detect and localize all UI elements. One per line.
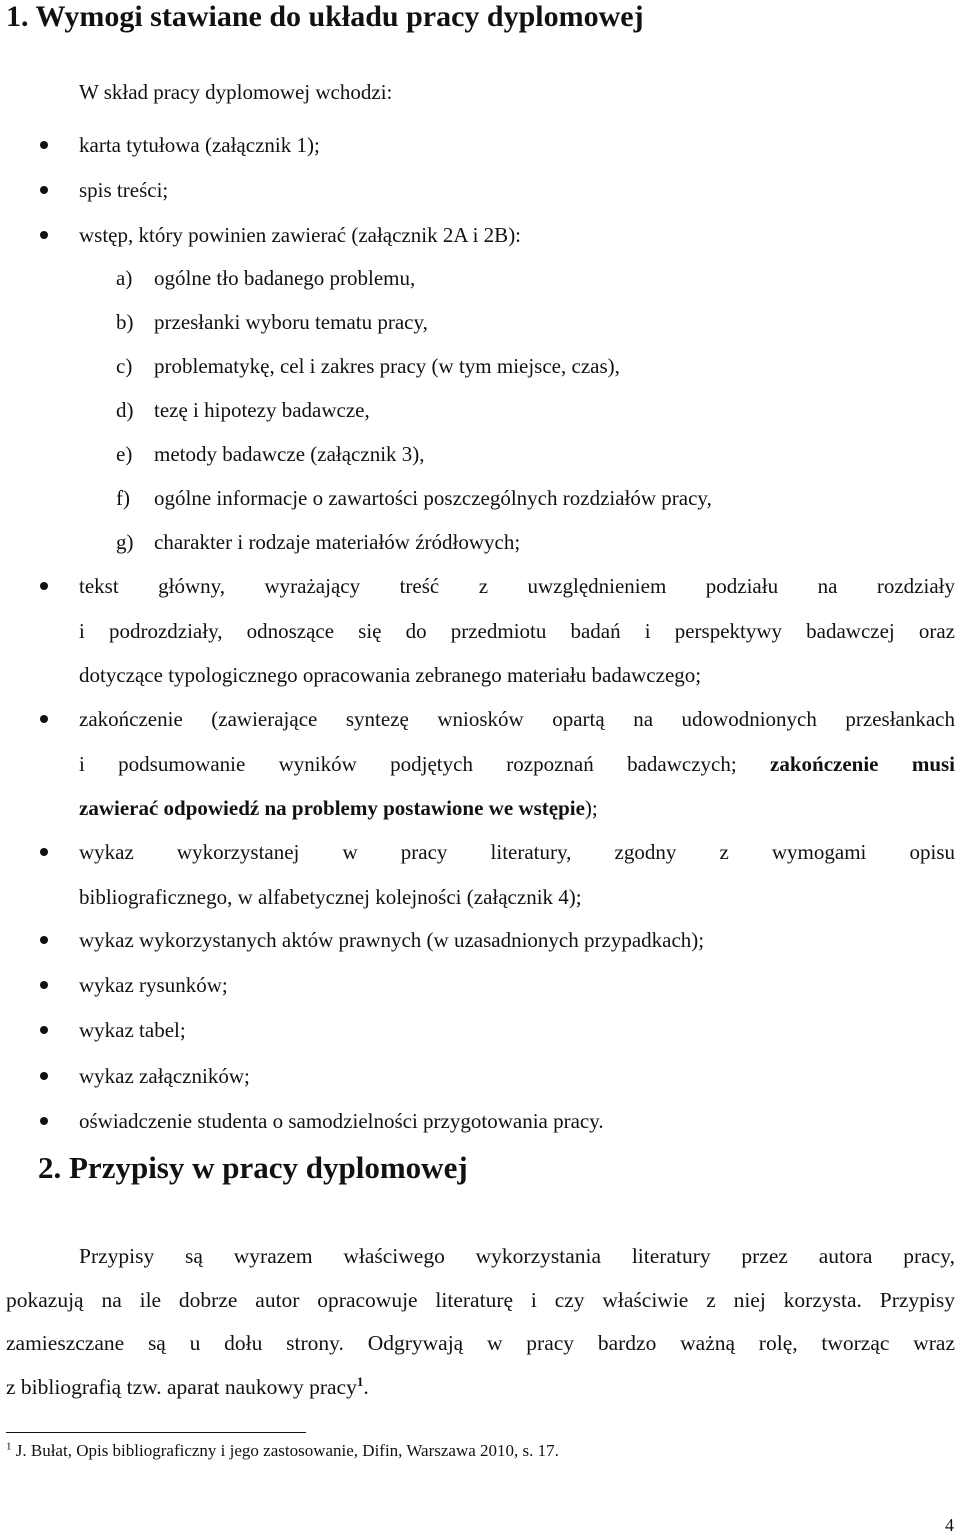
page-number: 4 bbox=[945, 1515, 954, 1535]
footnote-separator bbox=[6, 1432, 306, 1433]
list-item: oświadczenie studenta o samodzielności przygotowania pracy. bbox=[79, 1109, 604, 1133]
list-item: wykaz załączników; bbox=[79, 1064, 250, 1088]
sub-item-text: tezę i hipotezy badawcze, bbox=[154, 398, 370, 422]
footnotes-paragraph bbox=[6, 1235, 955, 1409]
intro-text: W skład pracy dyplomowej wchodzi: bbox=[79, 80, 393, 104]
sub-item-marker: f) bbox=[116, 486, 130, 510]
main-text-line-3: dotyczące typologicznego opracowania zebranego materiału badawczego; bbox=[79, 663, 702, 687]
paragraph-line-1: Przypisy są wyrazem właściwego wykorzystania literatury przez autora pracy, bbox=[79, 1244, 955, 1268]
sub-item-marker: c) bbox=[116, 354, 133, 378]
bullet-icon bbox=[40, 981, 48, 989]
list-item: wykaz tabel; bbox=[79, 1018, 186, 1042]
main-text-line-2: i podrozdziały, odnoszące się do przedmiotu badań i perspektywy badawczej oraz bbox=[79, 618, 955, 643]
sub-list-item bbox=[116, 442, 425, 467]
sub-item-marker: b) bbox=[116, 310, 134, 334]
sub-item-text: ogólne informacje o zawartości poszczególnych rozdziałów pracy, bbox=[154, 486, 712, 510]
sub-list-item bbox=[116, 354, 620, 379]
conclusion-line-3-plain: ); bbox=[584, 796, 598, 820]
paragraph-line-2: pokazują na ile dobrze autor opracowuje literaturę i czy właściwie z niej korzysta. Przypisy bbox=[6, 1287, 955, 1312]
bullet-icon bbox=[40, 231, 48, 239]
list-item-conclusion bbox=[79, 697, 955, 831]
list-item: spis treści; bbox=[79, 178, 169, 202]
sub-list-item bbox=[116, 530, 520, 555]
sub-item-text: problematykę, cel i zakres pracy (w tym miejsce, czas), bbox=[154, 354, 620, 378]
section-2-title: Przypisy w pracy dyplomowej bbox=[69, 1150, 468, 1185]
bullet-icon bbox=[40, 1026, 48, 1034]
sub-item-marker: e) bbox=[116, 442, 133, 466]
list-item: wstęp, który powinien zawierać (załącznik 2A i 2B): bbox=[79, 223, 522, 247]
sub-list-item bbox=[116, 398, 370, 423]
sub-item-marker: d) bbox=[116, 398, 134, 422]
list-item: wykaz wykorzystanych aktów prawnych (w uzasadnionych przypadkach); bbox=[79, 928, 705, 952]
bullet-icon bbox=[40, 141, 48, 149]
bibliography-line-1: wykaz wykorzystanej w pracy literatury, zgodny z wymogami opisu bbox=[79, 840, 955, 864]
conclusion-line-2 bbox=[79, 742, 955, 787]
sub-list-item bbox=[116, 266, 415, 291]
paragraph-line-4-end: . bbox=[363, 1374, 369, 1399]
sub-item-text: charakter i rodzaje materiałów źródłowych; bbox=[154, 530, 521, 554]
paragraph-line-4 bbox=[6, 1366, 955, 1410]
list-item-main-text bbox=[79, 564, 955, 698]
list-item-bibliography bbox=[79, 830, 955, 919]
sub-item-text: ogólne tło badanego problemu, bbox=[154, 266, 416, 290]
section-2-heading bbox=[38, 1150, 468, 1186]
sub-list-item bbox=[116, 486, 712, 511]
section-1-number: 1. bbox=[6, 0, 29, 33]
paragraph-line-4-text: z bibliografią tzw. aparat naukowy pracy bbox=[6, 1374, 357, 1399]
section-1-title: Wymogi stawiane do układu pracy dyplomowej bbox=[35, 0, 644, 33]
section-2-number: 2. bbox=[38, 1150, 62, 1185]
footnote bbox=[6, 1441, 559, 1461]
bullet-icon bbox=[40, 848, 48, 856]
sub-item-marker: g) bbox=[116, 530, 134, 554]
bullet-icon bbox=[40, 1072, 48, 1080]
bullet-icon bbox=[40, 186, 48, 194]
sub-item-marker: a) bbox=[116, 266, 133, 290]
main-text-line-1: tekst główny, wyrażający treść z uwzględnieniem podziału na rozdziały bbox=[79, 574, 955, 598]
conclusion-line-1: zakończenie (zawierające syntezę wniosków opartą na udowodnionych przesłankach bbox=[79, 707, 955, 731]
list-item: wykaz rysunków; bbox=[79, 973, 228, 997]
conclusion-line-2-bold: zakończenie musi bbox=[770, 751, 956, 776]
footnote-reference[interactable]: 1 bbox=[356, 1373, 364, 1389]
conclusion-line-3-bold: zawierać odpowiedź na problemy postawione we wstępie bbox=[79, 796, 585, 820]
sub-item-text: metody badawcze (załącznik 3), bbox=[154, 442, 425, 466]
sub-list-item bbox=[116, 310, 428, 335]
bullet-icon bbox=[40, 1117, 48, 1125]
conclusion-line-3 bbox=[79, 786, 955, 831]
bibliography-line-2: bibliograficznego, w alfabetycznej kolejności (załącznik 4); bbox=[79, 884, 582, 909]
sub-item-text: przesłanki wyboru tematu pracy, bbox=[154, 310, 428, 334]
footnote-mark: 1 bbox=[6, 1440, 12, 1453]
bullet-icon bbox=[40, 715, 48, 723]
conclusion-line-2-plain: i podsumowanie wyników podjętych rozpoznań badawczych; bbox=[79, 751, 737, 776]
bullet-icon bbox=[40, 582, 48, 590]
bullet-icon bbox=[40, 936, 48, 944]
footnote-text: J. Bułat, Opis bibliograficzny i jego zastosowanie, Difin, Warszawa 2010, s. 17. bbox=[11, 1441, 559, 1460]
paragraph-line-3: zamieszczane są u dołu strony. Odgrywają w pracy bardzo ważną rolę, tworząc wraz bbox=[6, 1331, 955, 1355]
list-item: karta tytułowa (załącznik 1); bbox=[79, 133, 320, 157]
section-1-heading bbox=[6, 0, 644, 34]
